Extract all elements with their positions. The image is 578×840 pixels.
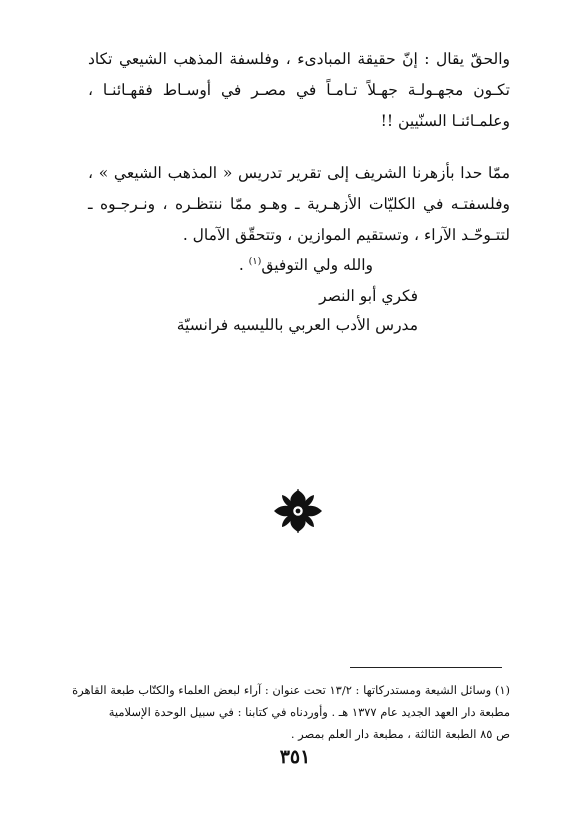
page-number: ٣٥١ — [279, 746, 311, 768]
closing-end: . — [238, 256, 249, 275]
author-name: فكري أبو النصر — [319, 287, 418, 305]
footnote-line-3: ص ٨٥ الطبعة الثالثة ، مطبعة دار العلم بمصر . — [290, 727, 510, 741]
footnote-line-1: (١) وسائل الشيعة ومستدركاتها : ١٣/٢ تحت عنوان : آراء لبعض العلماء والكتّاب طبعة القاهرة — [72, 683, 510, 697]
closing-line — [239, 256, 373, 274]
footnote-marker: (١) — [248, 256, 262, 267]
author-title: مدرس الأدب العربي بالليسيه فرانسيّة — [176, 316, 418, 334]
body-paragraph-1: والحقّ يقال : إنّ حقيقة المبادىء ، وفلسفة المذهب الشيعي تكاد تكـون مجهـولـة جهـلاً تـامـاً في مصـر في أوسـاط فقهـائنـا ، وعلمـائنـا السنّيين !! — [88, 50, 510, 130]
floral-ornament-icon — [270, 486, 326, 536]
body-paragraph-2: ممّا حدا بأزهرنا الشريف إلى تقرير تدريس « المذهب الشيعي » ، وفلسفتـه في الكليّات الأزهـرية ـ وهـو ممّا ننتظـره ، ونـرجـوه ـ لتتـوحّـد الآراء ، وتستقيم الموازين ، وتتحقّق الآمال . — [88, 164, 510, 244]
footnote-line-2: مطبعة دار العهد الجديد عام ١٣٧٧ هـ . وأوردناه في كتابنا : في سبيل الوحدة الإسلامية — [108, 705, 510, 719]
closing-text: والله ولي التوفيق — [261, 256, 373, 275]
footnote-separator — [350, 667, 502, 668]
